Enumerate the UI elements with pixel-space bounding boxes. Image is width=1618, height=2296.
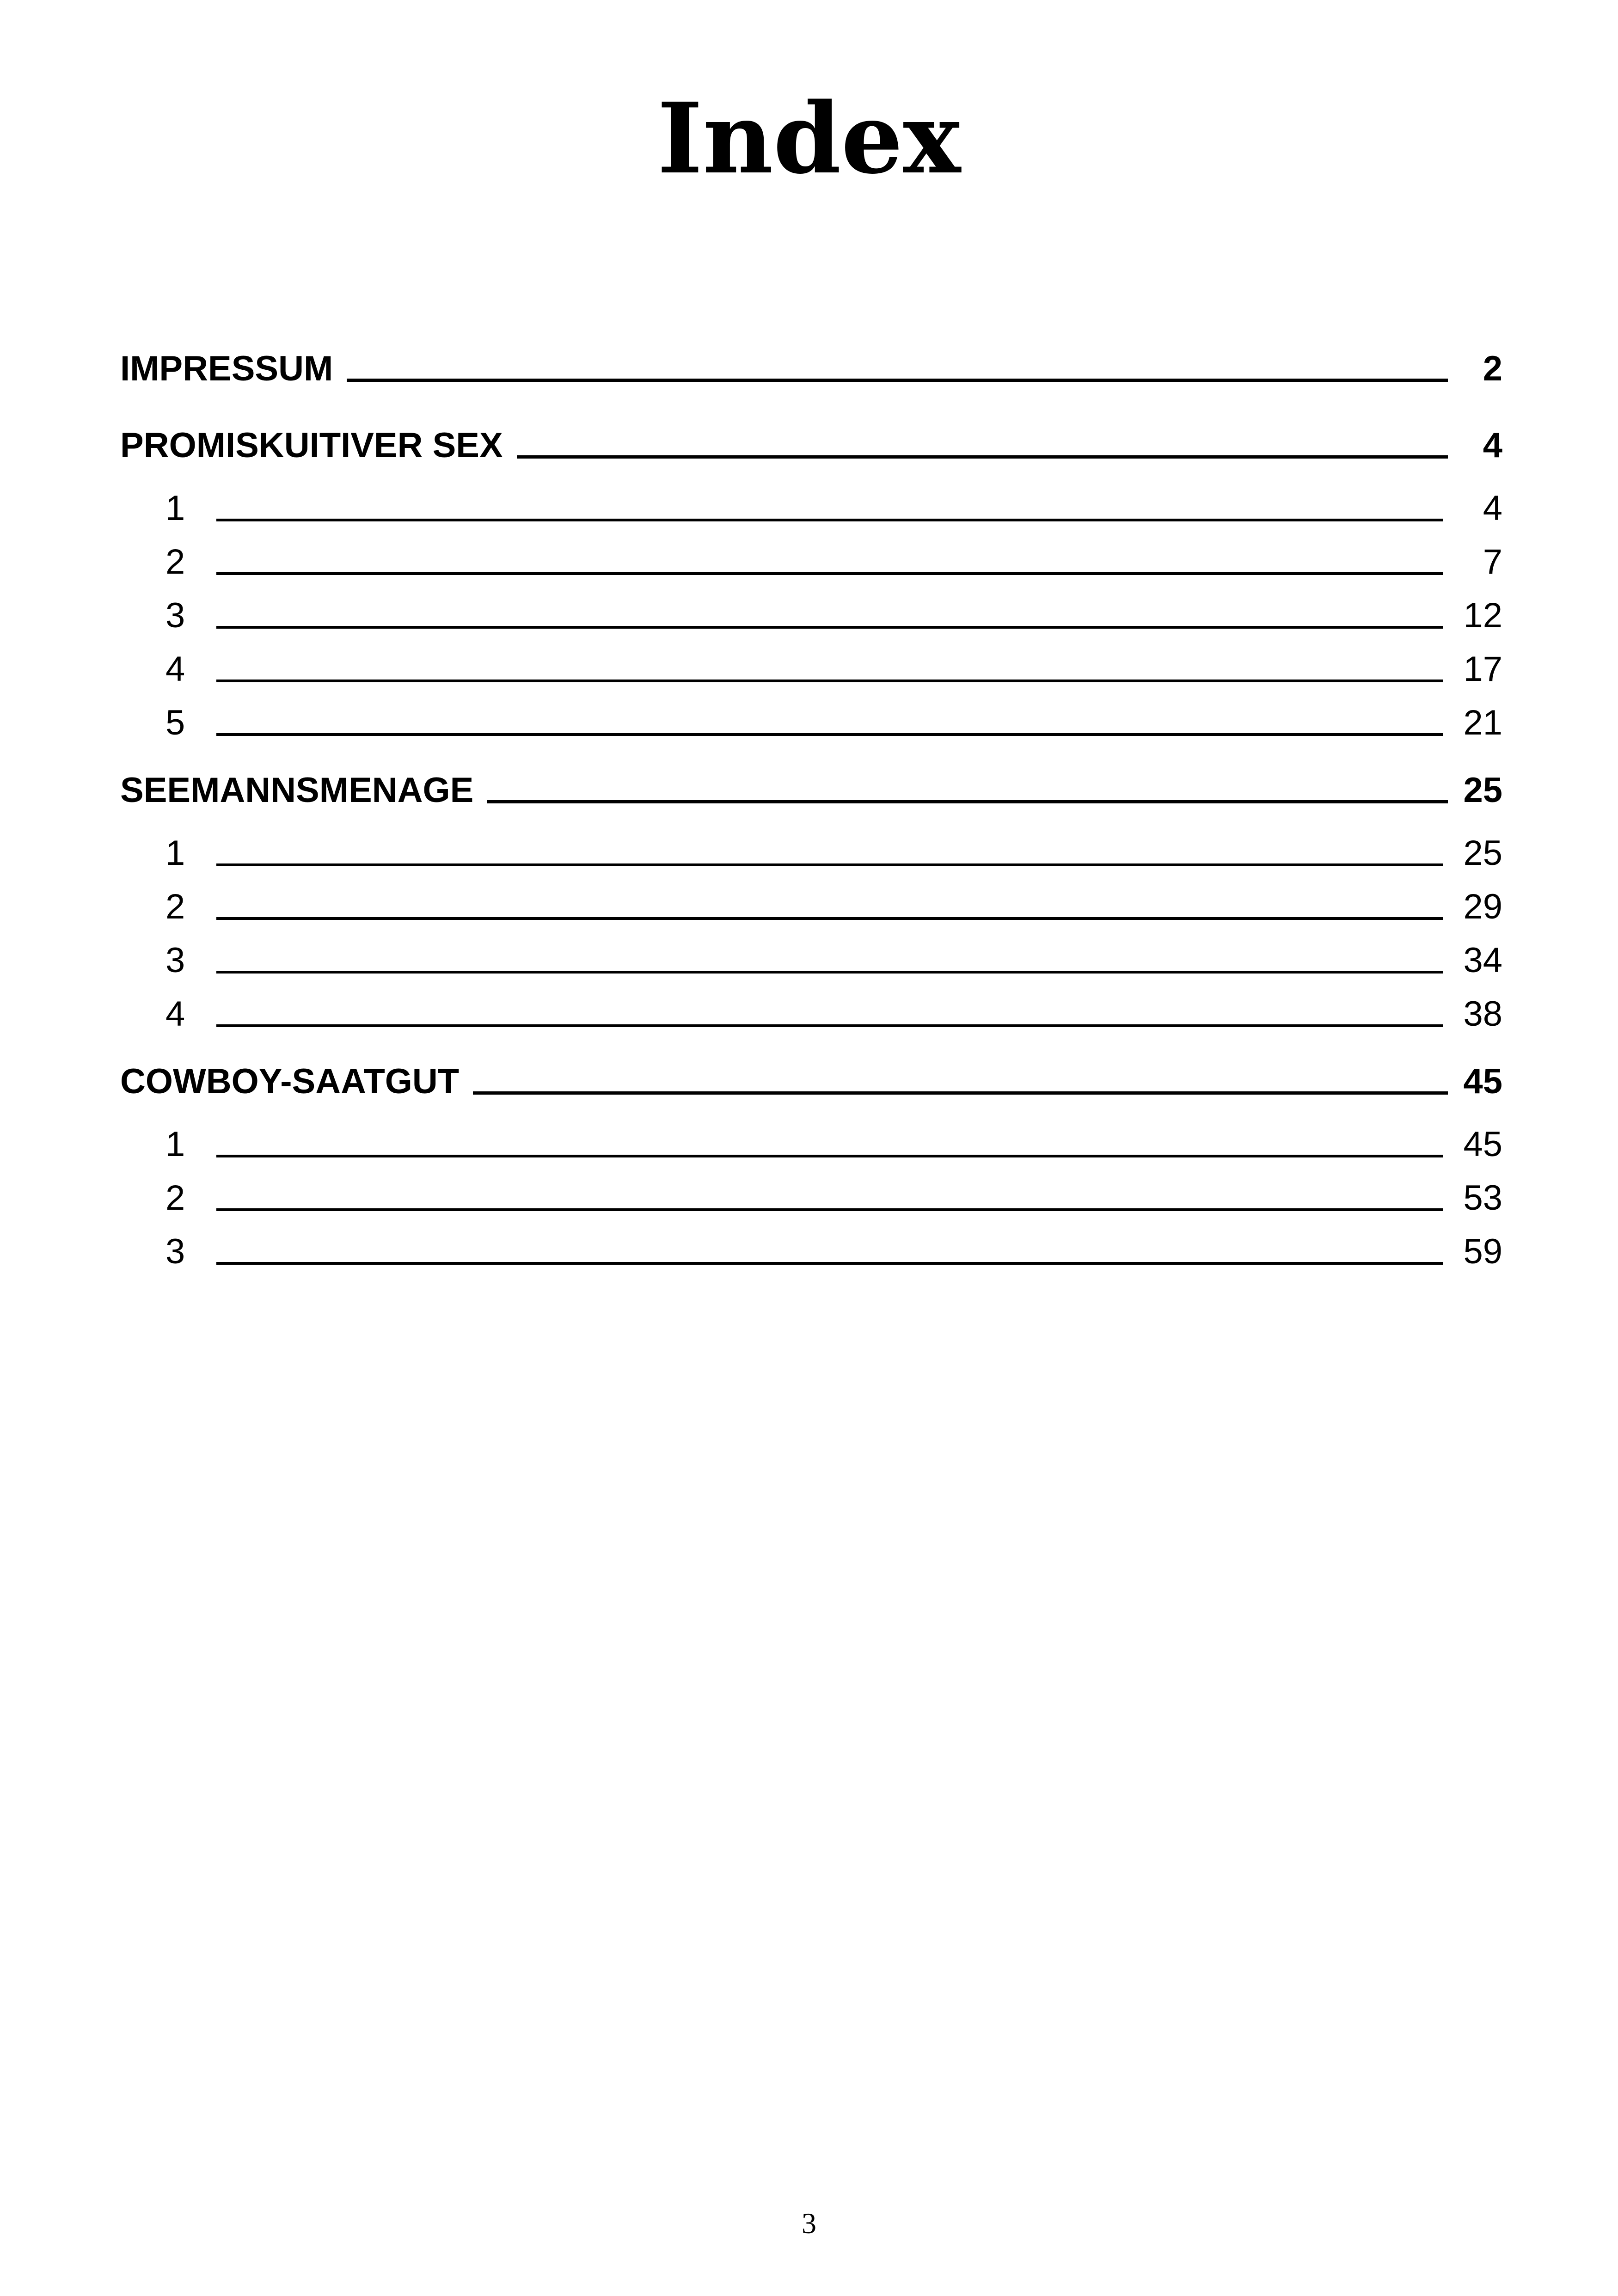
- toc-chapter-seemannsmenage[interactable]: [120, 745, 1502, 822]
- toc-chapter-promiskuitiver-sex[interactable]: [120, 400, 1502, 477]
- leader-line: [487, 800, 1448, 803]
- chapter-page-number: 25: [1463, 771, 1502, 810]
- toc-section[interactable]: [120, 822, 1502, 876]
- section-page-number: 45: [1463, 1125, 1502, 1164]
- section-number: 1: [165, 1125, 185, 1164]
- leader-line: [216, 1262, 1443, 1265]
- leader-line: [517, 455, 1448, 459]
- toc-section[interactable]: [120, 477, 1502, 531]
- leader-line: [216, 1208, 1443, 1211]
- section-page-number: 59: [1463, 1232, 1502, 1271]
- leader-line: [216, 1155, 1443, 1157]
- section-number: 4: [165, 994, 185, 1034]
- table-of-contents: [120, 324, 1502, 1274]
- section-number: 3: [165, 1232, 185, 1271]
- toc-chapter-impressum[interactable]: [120, 324, 1502, 400]
- leader-line: [216, 680, 1443, 682]
- section-page-number: 38: [1463, 994, 1502, 1034]
- leader-line: [216, 917, 1443, 920]
- chapter-title: IMPRESSUM: [120, 349, 333, 388]
- section-number: 1: [165, 489, 185, 528]
- section-page-number: 25: [1463, 833, 1502, 873]
- toc-section[interactable]: [120, 692, 1502, 745]
- section-number: 3: [165, 941, 185, 980]
- chapter-page-number: 45: [1463, 1062, 1502, 1101]
- section-page-number: 17: [1463, 649, 1502, 689]
- section-number: 2: [165, 887, 185, 926]
- toc-section[interactable]: [120, 1167, 1502, 1220]
- section-page-number: 21: [1463, 703, 1502, 742]
- toc-section[interactable]: [120, 983, 1502, 1036]
- section-page-number: 7: [1483, 542, 1502, 582]
- section-page-number: 4: [1483, 489, 1502, 528]
- leader-line: [473, 1091, 1448, 1095]
- toc-section[interactable]: [120, 584, 1502, 638]
- toc-section[interactable]: [120, 929, 1502, 983]
- section-number: 2: [165, 542, 185, 582]
- chapter-title: COWBOY-SAATGUT: [120, 1062, 460, 1101]
- leader-line: [347, 379, 1448, 382]
- section-number: 2: [165, 1178, 185, 1218]
- page-number: 3: [802, 2207, 816, 2240]
- leader-line: [216, 626, 1443, 629]
- leader-line: [216, 971, 1443, 974]
- section-number: 1: [165, 833, 185, 873]
- chapter-page-number: 4: [1483, 426, 1502, 465]
- leader-line: [216, 863, 1443, 866]
- leader-line: [216, 1024, 1443, 1027]
- toc-section[interactable]: [120, 638, 1502, 692]
- chapter-title: PROMISKUITIVER SEX: [120, 426, 503, 465]
- page-title: Index: [657, 81, 961, 196]
- section-number: 3: [165, 596, 185, 635]
- leader-line: [216, 733, 1443, 736]
- leader-line: [216, 519, 1443, 521]
- section-number: 4: [165, 649, 185, 689]
- section-page-number: 34: [1463, 941, 1502, 980]
- chapter-page-number: 2: [1483, 349, 1502, 388]
- toc-chapter-cowboy-saatgut[interactable]: [120, 1036, 1502, 1113]
- section-page-number: 29: [1463, 887, 1502, 926]
- toc-section[interactable]: [120, 1220, 1502, 1274]
- toc-section[interactable]: [120, 876, 1502, 929]
- toc-section[interactable]: [120, 531, 1502, 584]
- chapter-title: SEEMANNSMENAGE: [120, 771, 474, 810]
- section-page-number: 12: [1463, 596, 1502, 635]
- section-number: 5: [165, 703, 185, 742]
- toc-section[interactable]: [120, 1113, 1502, 1167]
- leader-line: [216, 572, 1443, 575]
- section-page-number: 53: [1463, 1178, 1502, 1218]
